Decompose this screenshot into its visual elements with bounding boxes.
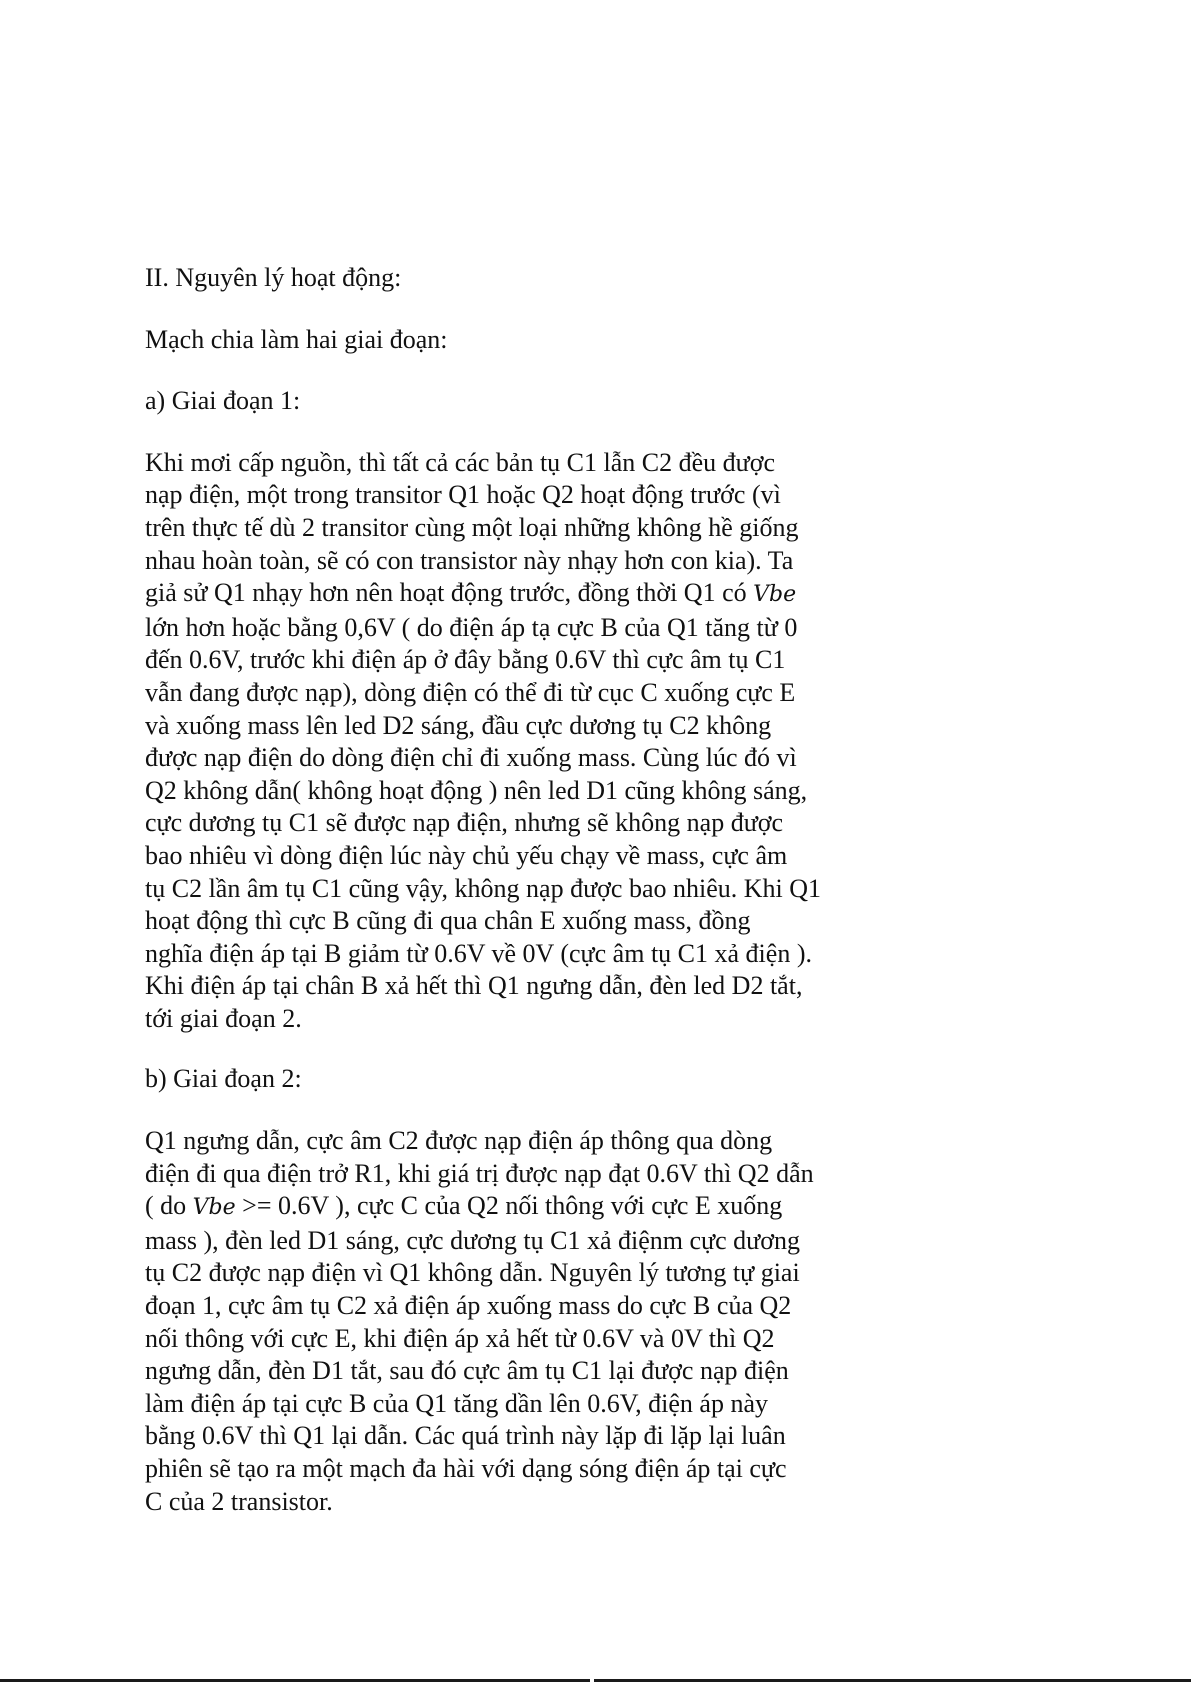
text-line: trên thực tế dù 2 transitor cùng một loại những không hề giống: [145, 512, 799, 542]
text-line: nạp điện, một trong transitor Q1 hoặc Q2 hoạt động trước (vì: [145, 480, 781, 510]
math-vbe: Vbe: [192, 1195, 236, 1221]
intro-text: Mạch chia làm hai giai đoạn:: [145, 324, 448, 354]
text-line: nhau hoàn toàn, sẽ có con transistor này nhạy hơn con kia). Ta: [145, 545, 794, 575]
page-bottom-rule-gap: [590, 1679, 594, 1682]
text-line: được nạp điện do dòng điện chỉ đi xuống mass. Cùng lúc đó vì: [145, 743, 797, 773]
section-title: II. Nguyên lý hoạt động:: [145, 263, 402, 292]
text-line: đoạn 1, cực âm tụ C2 xả điện áp xuống mass do cực B của Q2: [145, 1291, 792, 1321]
text-line: tụ C2 lần âm tụ C1 cũng vậy, không nạp được bao nhiêu. Khi Q1: [145, 873, 822, 903]
text-line: [145, 577, 885, 612]
page-bottom-rule: [0, 1679, 1191, 1682]
text-line: mass ), đèn led D1 sáng, cực dương tụ C1 xả điệnm cực dương: [145, 1225, 801, 1255]
text-line: phiên sẽ tạo ra một mạch đa hài với dạng sóng điện áp tại cực: [145, 1454, 787, 1483]
text-line: bằng 0.6V thì Q1 lại dẫn. Các quá trình này lặp đi lặp lại luân: [145, 1421, 786, 1451]
phase1-paragraph: [145, 447, 885, 1036]
text-line: tới giai đoạn 2.: [145, 1003, 302, 1033]
text-line: hoạt động thì cực B cũng đi qua chân E xuống mass, đồng: [145, 906, 751, 936]
text-segment: ( do: [145, 1191, 193, 1221]
text-line: đến 0.6V, trước khi điện áp ở đây bằng 0.6V thì cực âm tụ C1: [145, 645, 786, 675]
text-line: Q2 không dẫn( không hoạt động ) nên led D1 cũng không sáng,: [145, 775, 808, 805]
phase2-title: b) Giai đoạn 2:: [145, 1064, 302, 1094]
text-line: nghĩa điện áp tại B giảm từ 0.6V về 0V (cực âm tụ C1 xả điện ).: [145, 938, 812, 968]
text-line: vẫn đang được nạp), dòng điện có thể đi từ cục C xuống cực E: [145, 677, 796, 707]
phase2-paragraph: [145, 1125, 885, 1518]
text-line: nối thông với cực E, khi điện áp xả hết từ 0.6V và 0V thì Q2: [145, 1323, 775, 1353]
text-line: lớn hơn hoặc bằng 0,6V ( do điện áp tạ cực B của Q1 tăng từ 0: [145, 612, 798, 642]
text-line: bao nhiêu vì dòng điện lúc này chủ yếu chạy về mass, cực âm: [145, 840, 788, 870]
text-line: C của 2 transistor.: [145, 1486, 333, 1516]
text-line: tụ C2 được nạp điện vì Q1 không dẫn. Nguyên lý tương tự giai: [145, 1258, 800, 1288]
text-line: cực dương tụ C1 sẽ được nạp điện, nhưng sẽ không nạp được: [145, 808, 784, 838]
text-segment: >= 0.6V ), cực C của Q2 nối thông với cực E xuống: [235, 1191, 783, 1221]
text-line: và xuống mass lên led D2 sáng, đầu cực dương tụ C2 không: [145, 710, 772, 740]
phase1-title: a) Giai đoạn 1:: [145, 386, 301, 416]
text-line: điện đi qua điện trở R1, khi giá trị được nạp đạt 0.6V thì Q2 dẫn: [145, 1158, 814, 1188]
text-segment: giả sử Q1 nhạy hơn nên hoạt động trước, đồng thời Q1 có: [145, 578, 754, 608]
text-line: [145, 1190, 885, 1225]
document-content: [145, 262, 885, 1518]
math-vbe: Vbe: [753, 582, 797, 608]
text-line: Q1 ngưng dẫn, cực âm C2 được nạp điện áp thông qua dòng: [145, 1126, 773, 1156]
text-line: làm điện áp tại cực B của Q1 tăng dần lên 0.6V, điện áp này: [145, 1388, 768, 1418]
text-line: Khi mơi cấp nguồn, thì tất cả các bản tụ C1 lẫn C2 đều được: [145, 447, 776, 477]
text-line: ngưng dẫn, đèn D1 tắt, sau đó cực âm tụ C1 lại được nạp điện: [145, 1356, 789, 1386]
text-line: Khi điện áp tại chân B xả hết thì Q1 ngưng dẫn, đèn led D2 tắt,: [145, 971, 803, 1001]
